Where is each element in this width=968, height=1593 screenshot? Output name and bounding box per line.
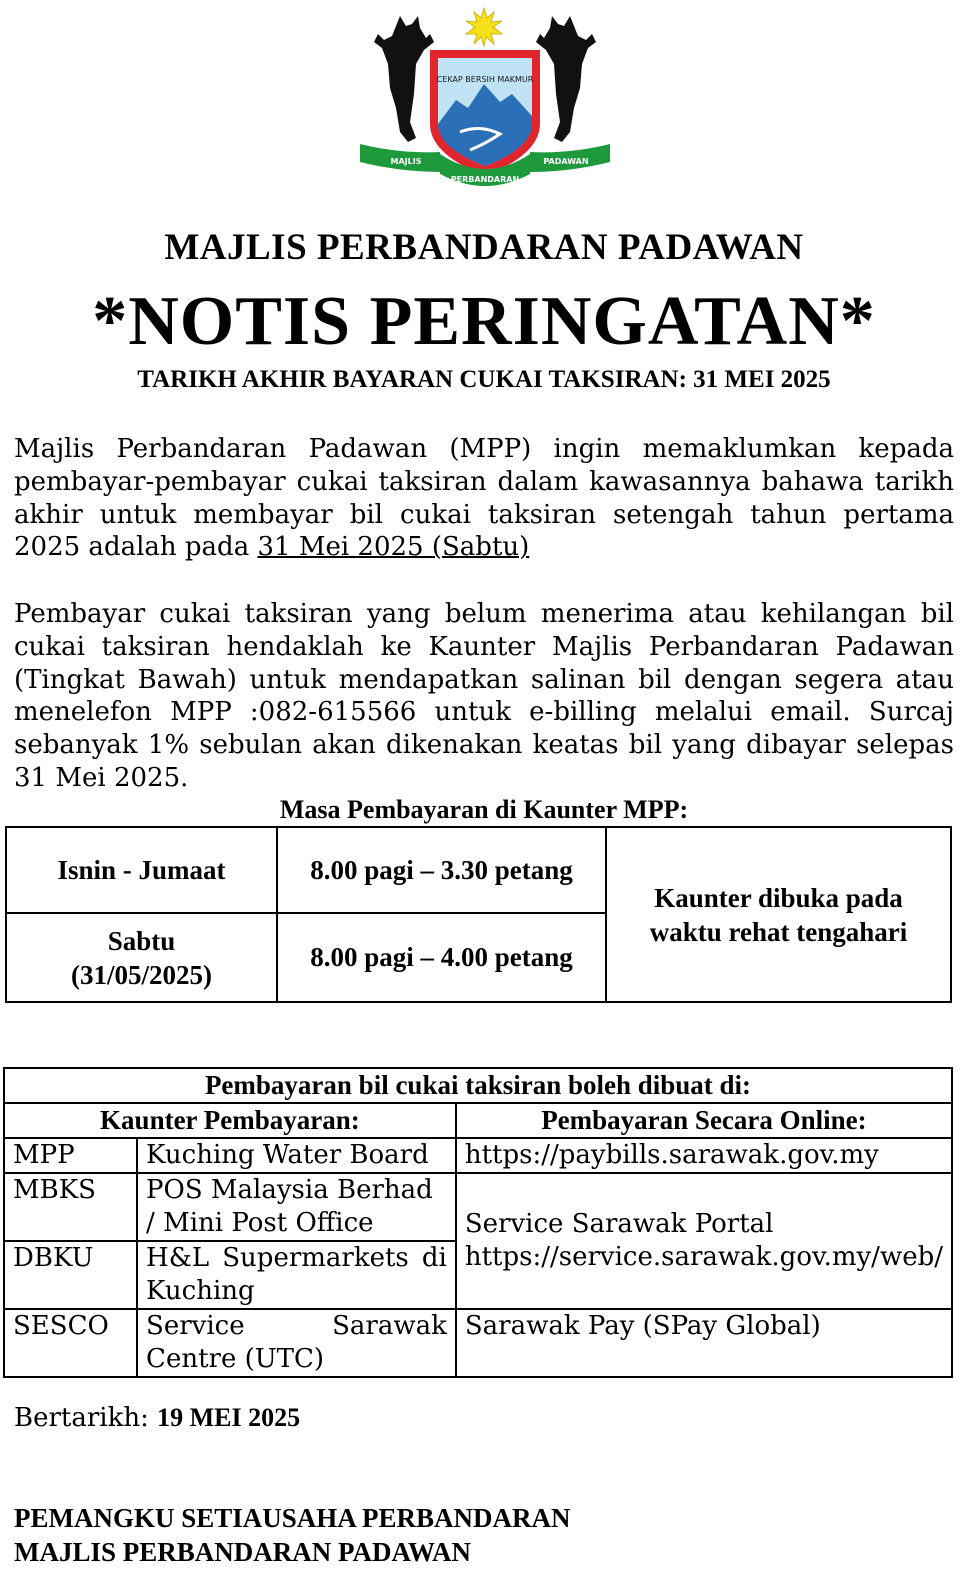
payment-table-heading: Pembayaran bil cukai taksiran boleh dibuat di: bbox=[4, 1068, 952, 1103]
saturday-label bbox=[6, 913, 277, 1002]
organization-title: MAJLIS PERBANDARAN PADAWAN bbox=[164, 227, 804, 268]
sun-icon bbox=[466, 8, 502, 46]
notice-paragraph-2: Pembayar cukai taksiran yang belum menerima atau kehilangan bil cukai taksiran hendaklah ke Kaunter Majlis Perbandaran Padawan (Tingkat Bawah) untuk mendapatkan salinan bil dengan segera atau menelefon MPP :082-615566 untuk e-billing melalui email. Surcaj sebanyak 1% sebulan akan dikenakan keatas bil yang dibayar selepas 31 Mei 2025. bbox=[14, 599, 954, 793]
signatory-title: PEMANGKU SETIAUSAHA PERBANDARAN bbox=[14, 1503, 571, 1533]
ribbon-right-text: PADAWAN bbox=[543, 157, 589, 166]
notice-title: *NOTIS PERINGATAN* bbox=[92, 283, 876, 360]
payment-channels-table bbox=[3, 1067, 953, 1378]
agency-cell: SESCO bbox=[4, 1309, 137, 1377]
online-column-heading: Pembayaran Secara Online: bbox=[456, 1103, 952, 1138]
weekday-hours: 8.00 pagi – 3.30 petang bbox=[277, 827, 606, 913]
ribbon-left-text: MAJLIS bbox=[390, 157, 422, 166]
right-cat-icon bbox=[536, 16, 596, 142]
paragraph-1-intro: Majlis Perbandaran Padawan (MPP) ingin memaklumkan kepada pembayar-pembayar cukai taksiran dalam kawasannya bahawa tarikh akhir untuk membayar bil cukai taksiran bbox=[14, 434, 954, 530]
date-label: Bertarikh: bbox=[14, 1403, 158, 1433]
saturday-hours: 8.00 pagi – 4.00 petang bbox=[277, 913, 606, 1002]
counter-place-cell: POS Malaysia Berhad / Mini Post Office bbox=[137, 1173, 456, 1241]
notice-paragraph-1 bbox=[14, 433, 954, 564]
saturday-date: (31/05/2025) bbox=[71, 959, 212, 990]
signatory-organization: MAJLIS PERBANDARAN PADAWAN bbox=[14, 1537, 472, 1567]
saturday-day: Sabtu bbox=[107, 925, 176, 956]
paragraph-1-due-date: 31 Mei 2025 (Sabtu) bbox=[257, 532, 530, 563]
weekday-label: Isnin - Jumaat bbox=[6, 827, 277, 913]
ribbon-center-text: PERBANDARAN bbox=[450, 175, 520, 184]
paragraph-1-mid: adalah pada bbox=[80, 532, 258, 563]
left-cat-icon bbox=[374, 16, 434, 142]
counter-column-heading: Kaunter Pembayaran: bbox=[4, 1103, 456, 1138]
date-value: 19 MEI 2025 bbox=[157, 1403, 301, 1432]
portal-url: https://service.sarawak.gov.my/web/ bbox=[464, 1242, 943, 1272]
agency-cell: MBKS bbox=[4, 1173, 137, 1241]
issue-date bbox=[14, 1403, 300, 1433]
paragraph-1-bold-period: setengah tahun pertama 2025 bbox=[14, 499, 954, 563]
counter-place-cell: Service Sarawak Centre (UTC) bbox=[137, 1309, 456, 1377]
counter-hours-table bbox=[5, 826, 952, 1003]
agency-cell: MPP bbox=[4, 1138, 137, 1173]
council-crest-logo bbox=[360, 4, 610, 190]
counter-place-cell: Kuching Water Board bbox=[137, 1138, 456, 1173]
agency-cell: DBKU bbox=[4, 1241, 137, 1309]
deadline-subtitle: TARIKH AKHIR BAYARAN CUKAI TAKSIRAN: 31 MEI 2025 bbox=[137, 366, 831, 393]
lunch-break-note: Kaunter dibuka pada waktu rehat tengahari bbox=[606, 827, 951, 1002]
shield-icon bbox=[430, 50, 540, 176]
crest-motto-text: CEKAP BERSIH MAKMUR bbox=[436, 75, 534, 84]
service-sarawak-portal-cell bbox=[456, 1173, 952, 1309]
sarawak-pay-cell: Sarawak Pay (SPay Global) bbox=[456, 1309, 952, 1377]
portal-name: Service Sarawak Portal bbox=[464, 1209, 774, 1239]
counter-hours-heading: Masa Pembayaran di Kaunter MPP: bbox=[279, 795, 689, 824]
counter-place-cell: H&L Supermarkets di Kuching bbox=[137, 1241, 456, 1309]
paybills-url: https://paybills.sarawak.gov.my bbox=[456, 1138, 952, 1173]
